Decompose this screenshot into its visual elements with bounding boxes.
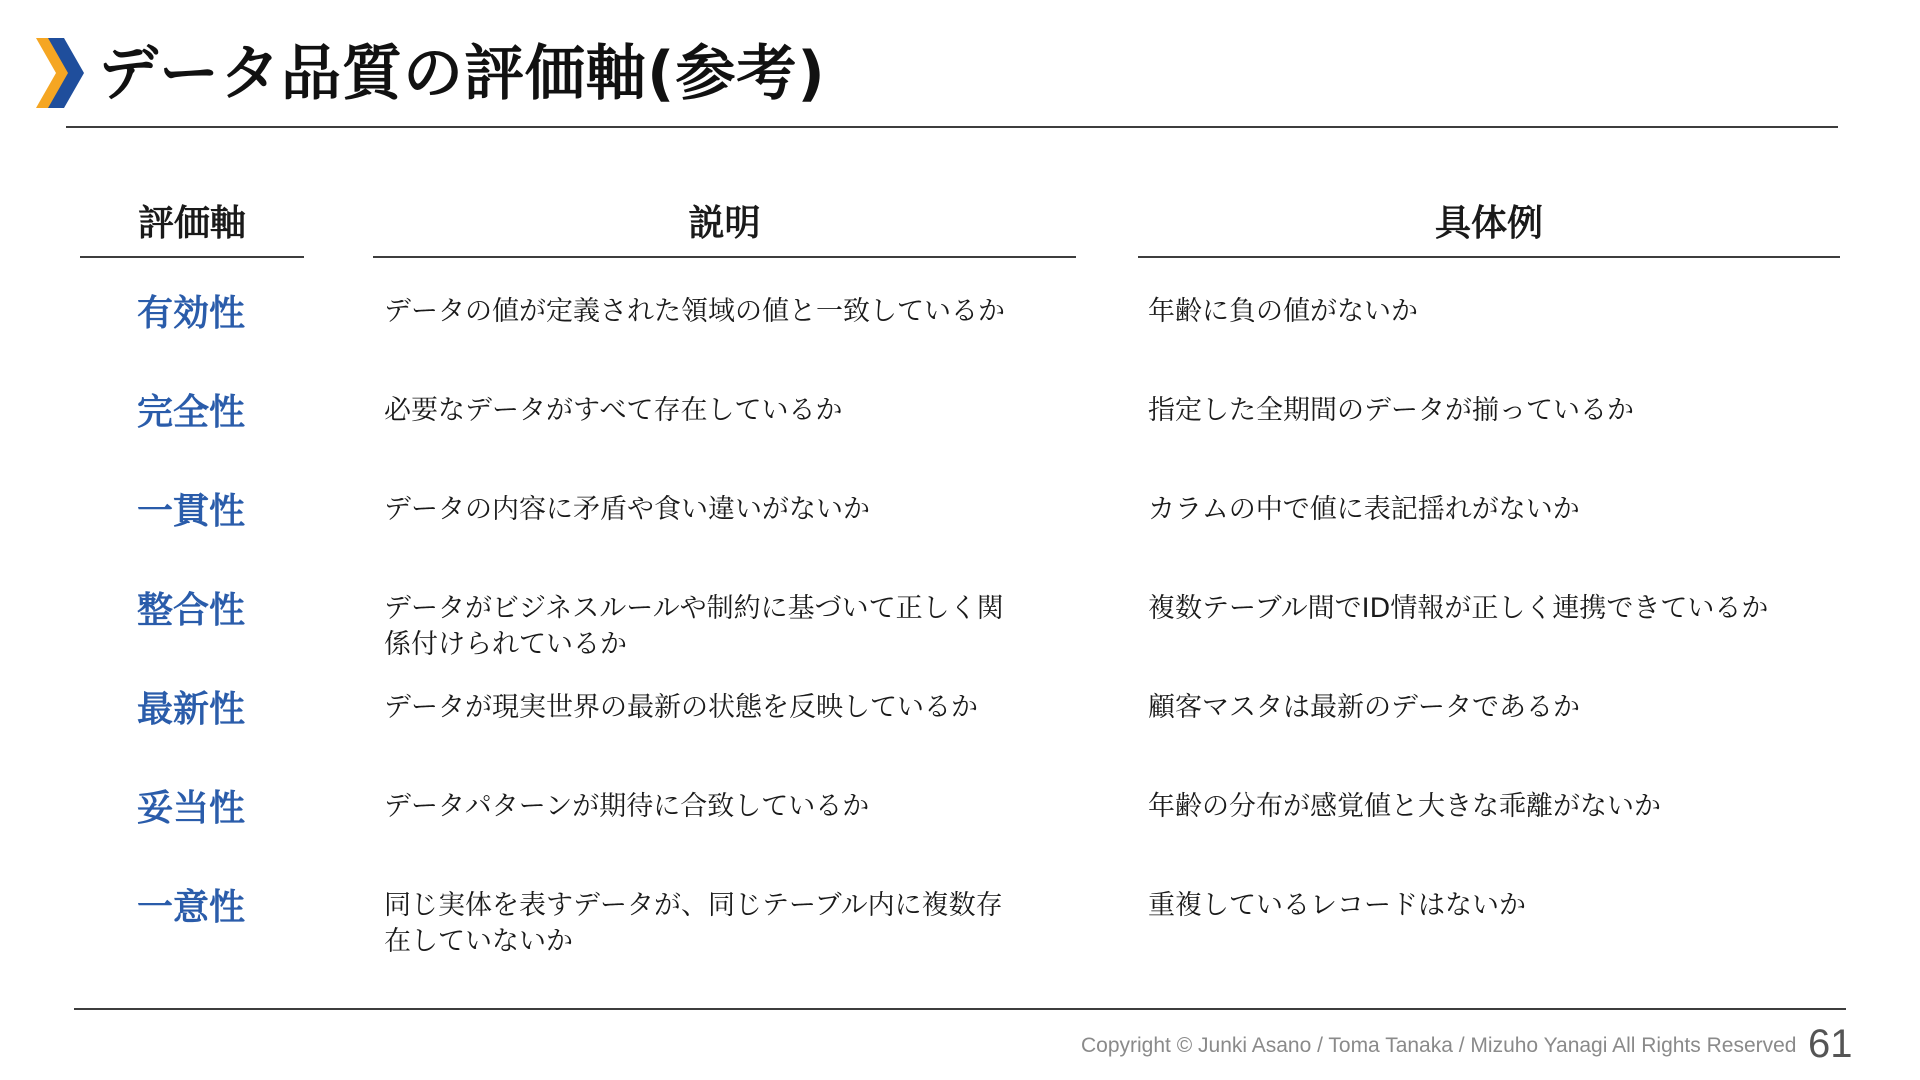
page-title: データ品質の評価軸(参考) [98,39,826,109]
row-description: データの値が定義された領域の値と一致しているか [384,296,1005,327]
column-header-description: 説明 [688,203,761,244]
page-number: 61 [1808,1022,1853,1066]
row-description: データがビジネスルールや制約に基づいて正しく関係付けられているか [384,593,1004,660]
row-description: データが現実世界の最新の状態を反映しているか [384,692,978,723]
row-example: 年齢の分布が感覚値と大きな乖離がないか [1148,791,1661,822]
row-description: データの内容に矛盾や食い違いがないか [384,494,870,525]
row-axis-label: 最新性 [137,689,246,730]
column-header-axis: 評価軸 [137,203,246,244]
table-row [0,488,1920,587]
row-example: 顧客マスタは最新のデータであるか [1148,692,1580,723]
column-header-example-rule [1138,256,1840,258]
row-axis-label: 完全性 [137,392,246,433]
row-axis-label: 一貫性 [137,491,246,532]
row-axis-label: 一意性 [137,887,246,928]
row-example: 複数テーブル間でID情報が正しく連携できているか [1148,593,1769,624]
table-row [0,389,1920,488]
footer-divider [74,1008,1846,1010]
table-row [0,686,1920,785]
row-description: 必要なデータがすべて存在しているか [384,395,843,426]
row-example: 指定した全期間のデータが揃っているか [1148,395,1634,426]
row-example: 重複しているレコードはないか [1148,890,1526,921]
copyright-notice: Copyright © Junki Asano / Toma Tanaka / Mizuho Yanagi All Rights Reserved [1081,1034,1797,1057]
column-header-example: 具体例 [1434,203,1543,244]
table-row [0,785,1920,884]
row-axis-label: 整合性 [137,590,246,631]
column-header-axis-rule [80,256,304,258]
row-example: カラムの中で値に表記揺れがないか [1148,494,1580,525]
chevron-right-icon [36,38,86,108]
table-row [0,290,1920,389]
table-row [0,587,1920,686]
row-axis-label: 妥当性 [137,788,246,829]
row-axis-label: 有効性 [137,293,246,334]
column-header-description-rule [373,256,1076,258]
row-example: 年齢に負の値がないか [1148,296,1418,327]
row-description: データパターンが期待に合致しているか [384,791,870,822]
title-divider [66,126,1838,128]
table-row [0,884,1920,983]
row-description: 同じ実体を表すデータが、同じテーブル内に複数存在していないか [384,890,1003,957]
